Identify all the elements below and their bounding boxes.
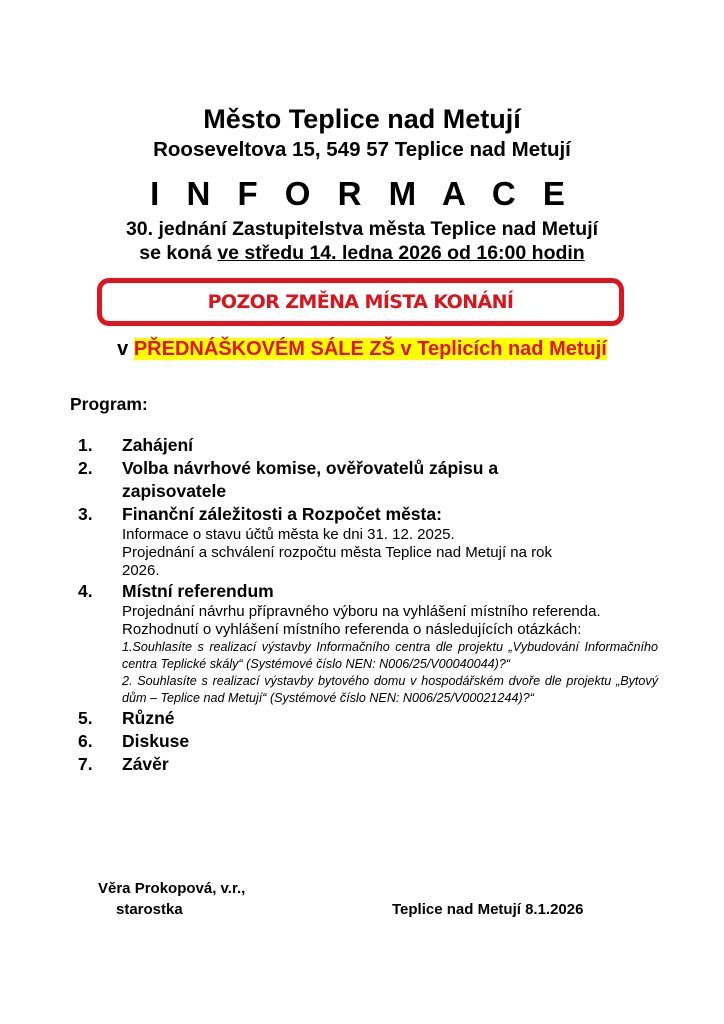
list-item <box>78 457 658 503</box>
item-title: Volba návrhové komise, ověřovatelů zápisu a zapisovatele <box>122 458 499 501</box>
item-detail: Projednání a schválení rozpočtu města Teplice nad Metují na rok 2026. <box>122 544 552 579</box>
meeting-line: 30. jednání Zastupitelstva města Teplice nad Metují <box>125 218 599 240</box>
meeting-time <box>0 242 724 265</box>
item-detail: Projednání návrhu přípravného výboru na vyhlášení místního referenda. <box>122 603 601 620</box>
item-number: 6. <box>78 731 93 751</box>
item-number: 1. <box>78 435 93 455</box>
item-title: Finanční záležitosti a Rozpočet města: <box>122 504 442 524</box>
item-title: Závěr <box>122 754 169 774</box>
item-number: 7. <box>78 754 93 774</box>
venue-prefix: v <box>117 338 134 360</box>
program-list <box>78 434 658 776</box>
item-title: Různé <box>122 708 175 728</box>
list-item <box>78 434 658 457</box>
venue-line <box>0 338 724 361</box>
item-number: 2. <box>78 458 93 478</box>
venue-highlight: PŘEDNÁŠKOVÉM SÁLE ZŠ v Teplicích nad Metují <box>133 338 607 360</box>
item-number: 5. <box>78 708 93 728</box>
list-item <box>78 580 658 603</box>
referendum-question: 2. Souhlasíte s realizací výstavby bytového domu v hospodářském dvoře dle projektu „Bytový dům – Teplice nad Metují“ (Systémové číslo NEN: N006/25/V00021244)?“ <box>122 674 658 705</box>
page-title: I N F O R M A C E <box>150 175 574 212</box>
town-name: Město Teplice nad Metují <box>203 104 521 134</box>
program-label: Program: <box>70 394 148 414</box>
list-item <box>78 730 658 753</box>
place-date: Teplice nad Metují 8.1.2026 <box>392 901 584 918</box>
item-detail: Rozhodnutí o vyhlášení místního referenda o následujících otázkách: <box>122 621 582 638</box>
town-address: Rooseveltova 15, 549 57 Teplice nad Metují <box>153 138 571 161</box>
item-title: Místní referendum <box>122 581 274 601</box>
list-item <box>78 707 658 730</box>
item-number: 4. <box>78 581 93 601</box>
item-title: Zahájení <box>122 435 193 455</box>
referendum-question: 1.Souhlasíte s realizací výstavby Informačního centra dle projektu „Vybudování Informačního centra Teplické skály“ (Systémové číslo NEN: N006/25/V00040044)?“ <box>122 640 658 671</box>
signatory-role: starostka <box>116 901 183 918</box>
item-detail: Informace o stavu účtů města ke dni 31. 12. 2025. <box>122 526 455 543</box>
venue-change-notice: POZOR ZMĚNA MÍSTA KONÁNÍ <box>97 278 624 326</box>
list-item <box>78 503 658 526</box>
signatory-name: Věra Prokopová, v.r., <box>98 880 246 897</box>
when-prefix: se koná <box>139 242 218 264</box>
item-number: 3. <box>78 504 93 524</box>
meeting-datetime: ve středu 14. ledna 2026 od 16:00 hodin <box>217 242 585 264</box>
item-title: Diskuse <box>122 731 190 751</box>
list-item <box>78 753 658 776</box>
